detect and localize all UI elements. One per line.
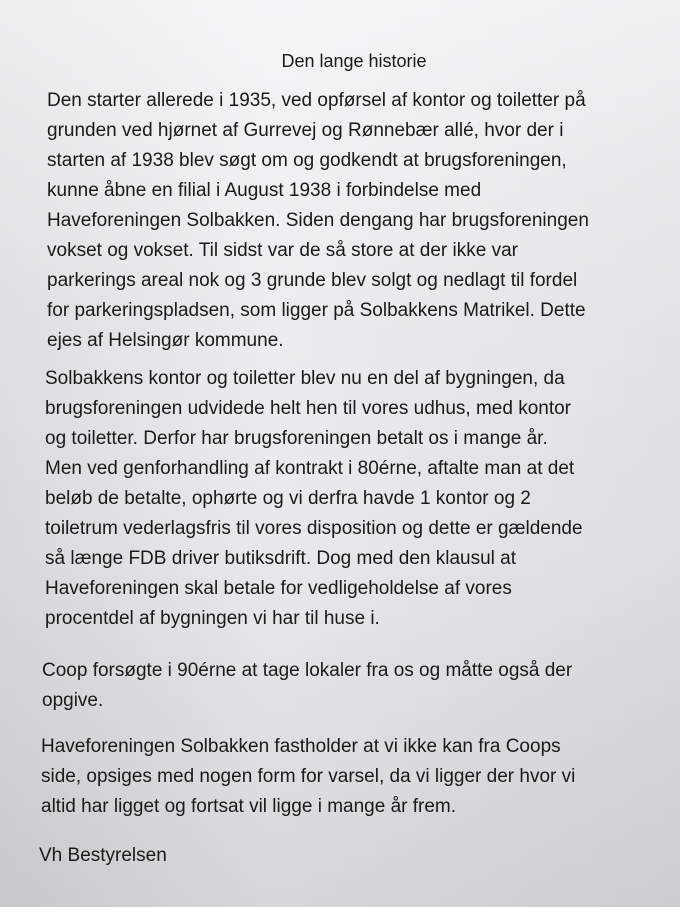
text-line: Haveforeningen Solbakken. Siden dengang har brugsforeningen [47,210,589,231]
text-line: for parkeringspladsen, som ligger på Solbakkens Matrikel. Dette [47,300,586,321]
text-line: Haveforeningen Solbakken fastholder at vi ikke kan fra Coops [41,736,561,757]
text-line: og toiletter. Derfor har brugsforeningen betalt os i mange år. [45,428,548,449]
text-line: opgive. [42,690,104,711]
text-line: Coop forsøgte i 90érne at tage lokaler fra os og måtte også der [42,660,573,681]
paragraph-history-start [47,86,589,356]
text-line: grunden ved hjørnet af Gurrevej og Rønnebær allé, hvor der i [47,120,564,141]
paragraph-coop-90s [42,656,572,716]
text-line: procentdel af bygningen vi har til huse i. [45,608,380,629]
text-line: beløb de betalte, ophørte og vi derfra havde 1 kontor og 2 [45,488,531,509]
paragraph-office-toilets [45,364,583,634]
text-line: side, opsiges med nogen form for varsel, da vi ligger der hvor vi [41,766,576,787]
paragraph-position [41,732,575,822]
text-line: Den starter allerede i 1935, ved opførsel af kontor og toiletter på [47,90,586,111]
text-line: kunne åbne en filial i August 1938 i forbindelse med [47,180,482,201]
text-line: så længe FDB driver butiksdrift. Dog med den klausul at [45,548,516,569]
text-line: starten af 1938 blev søgt om og godkendt at brugsforeningen, [47,150,567,171]
signature: Vh Bestyrelsen [39,845,167,866]
document-title: Den lange historie [281,51,427,71]
text-line: Solbakkens kontor og toiletter blev nu en del af bygningen, da [45,368,565,389]
text-line: toiletrum vederlagsfris til vores disposition og dette er gældende [45,518,583,539]
text-line: Men ved genforhandling af kontrakt i 80érne, aftalte man at det [45,458,575,479]
text-line: Haveforeningen skal betale for vedligeholdelse af vores [45,578,512,599]
text-line: ejes af Helsingør kommune. [47,330,284,351]
text-line: altid har ligget og fortsat vil ligge i mange år frem. [41,796,457,817]
text-line: vokset og vokset. Til sidst var de så store at der ikke var [47,240,518,261]
text-line: parkerings areal nok og 3 grunde blev solgt og nedlagt til fordel [47,270,578,291]
text-line: brugsforeningen udvidede helt hen til vores udhus, med kontor [45,398,572,419]
